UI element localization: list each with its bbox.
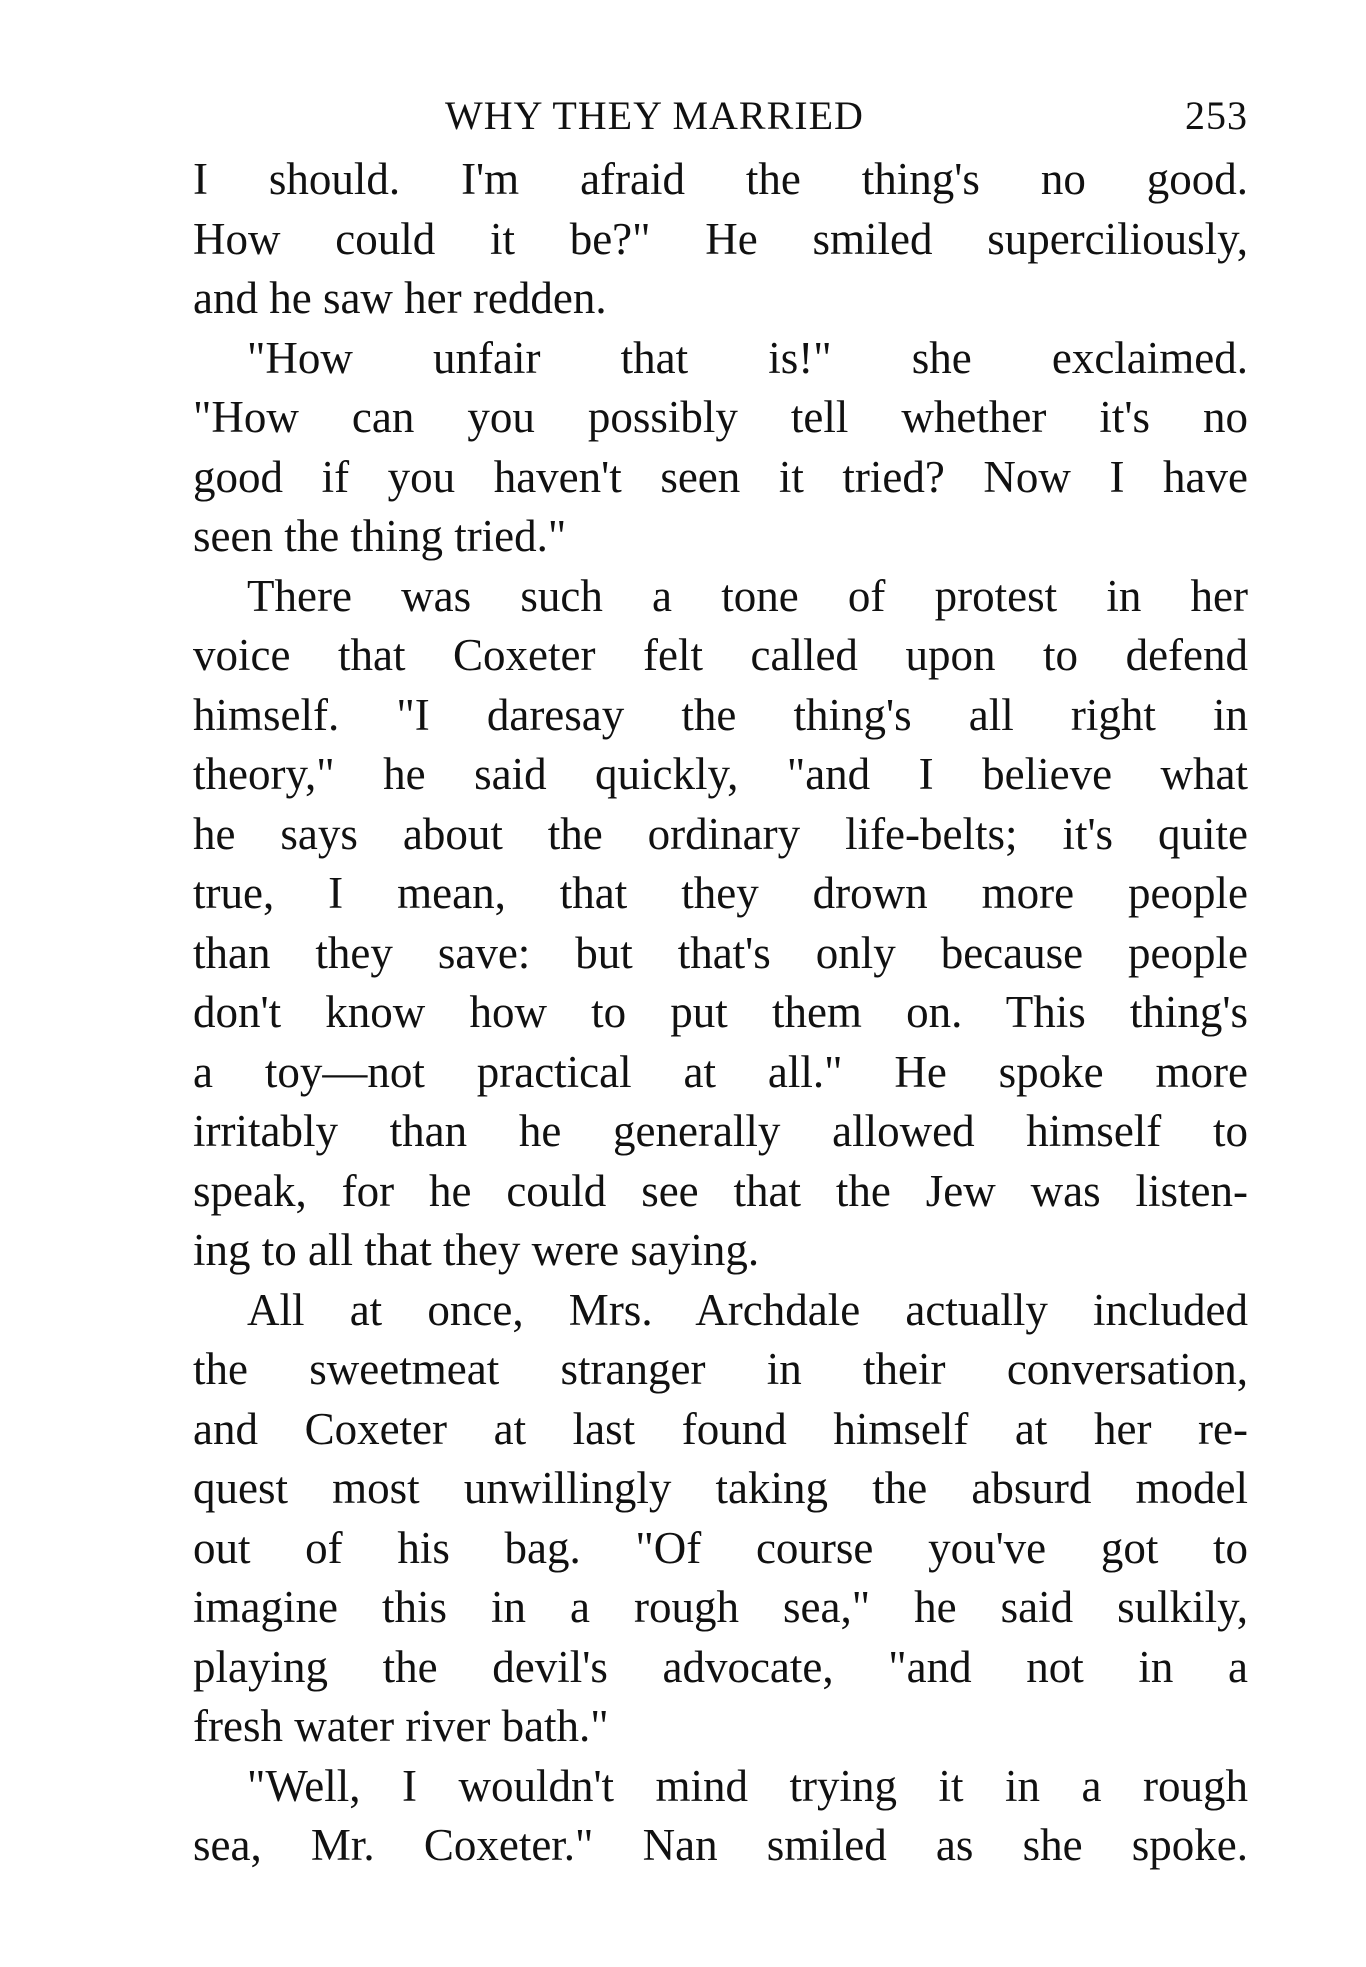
text-line: himself. "I daresay the thing's all right in xyxy=(193,689,1248,740)
text-line: speak, for he could see that the Jew was listen- xyxy=(193,1165,1248,1216)
running-title: WHY THEY MARRIED xyxy=(445,93,864,138)
text-line: imagine this in a rough sea," he said sulkily, xyxy=(193,1582,1248,1632)
text-line: and he saw her redden. xyxy=(193,273,607,323)
text-line: irritably than he generally allowed himself to xyxy=(193,1106,1248,1156)
page-number: 253 xyxy=(1185,93,1248,138)
text-line: the sweetmeat stranger in their conversation, xyxy=(193,1344,1248,1394)
text-line: How could it be?" He smiled superciliously, xyxy=(193,213,1248,264)
text-line: "Well, I wouldn't mind trying it in a rough xyxy=(247,1760,1248,1811)
text-line: playing the devil's advocate, "and not in a xyxy=(193,1641,1248,1692)
text-line: fresh water river bath." xyxy=(193,1701,609,1751)
text-line: out of his bag. "Of course you've got to xyxy=(193,1522,1248,1573)
running-head xyxy=(193,92,1248,144)
text-line: There was such a tone of protest in her xyxy=(247,570,1248,621)
text-line: and Coxeter at last found himself at her re- xyxy=(193,1403,1248,1454)
text-line: sea, Mr. Coxeter." Nan smiled as she spoke. xyxy=(193,1820,1248,1870)
text-line: "How can you possibly tell whether it's no xyxy=(193,392,1248,442)
book-page xyxy=(193,92,1248,1876)
text-line: I should. I'm afraid the thing's no good. xyxy=(193,154,1248,204)
text-line: ing to all that they were saying. xyxy=(193,1225,760,1275)
text-line: quest most unwillingly taking the absurd model xyxy=(193,1463,1248,1513)
text-line: voice that Coxeter felt called upon to defend xyxy=(193,630,1248,680)
text-line: "How unfair that is!" she exclaimed. xyxy=(247,332,1248,383)
text-line: theory," he said quickly, "and I believe what xyxy=(193,749,1248,799)
body-text xyxy=(193,150,1248,1876)
text-line: than they save: but that's only because people xyxy=(193,927,1248,978)
text-line: he says about the ordinary life-belts; it's quite xyxy=(193,808,1248,859)
text-line: true, I mean, that they drown more people xyxy=(193,868,1248,918)
text-line: All at once, Mrs. Archdale actually included xyxy=(247,1284,1248,1335)
text-line: good if you haven't seen it tried? Now I have xyxy=(193,451,1248,502)
text-line: seen the thing tried." xyxy=(193,511,567,561)
text-line: a toy—not practical at all." He spoke more xyxy=(193,1046,1248,1097)
text-line: don't know how to put them on. This thing's xyxy=(193,987,1248,1037)
